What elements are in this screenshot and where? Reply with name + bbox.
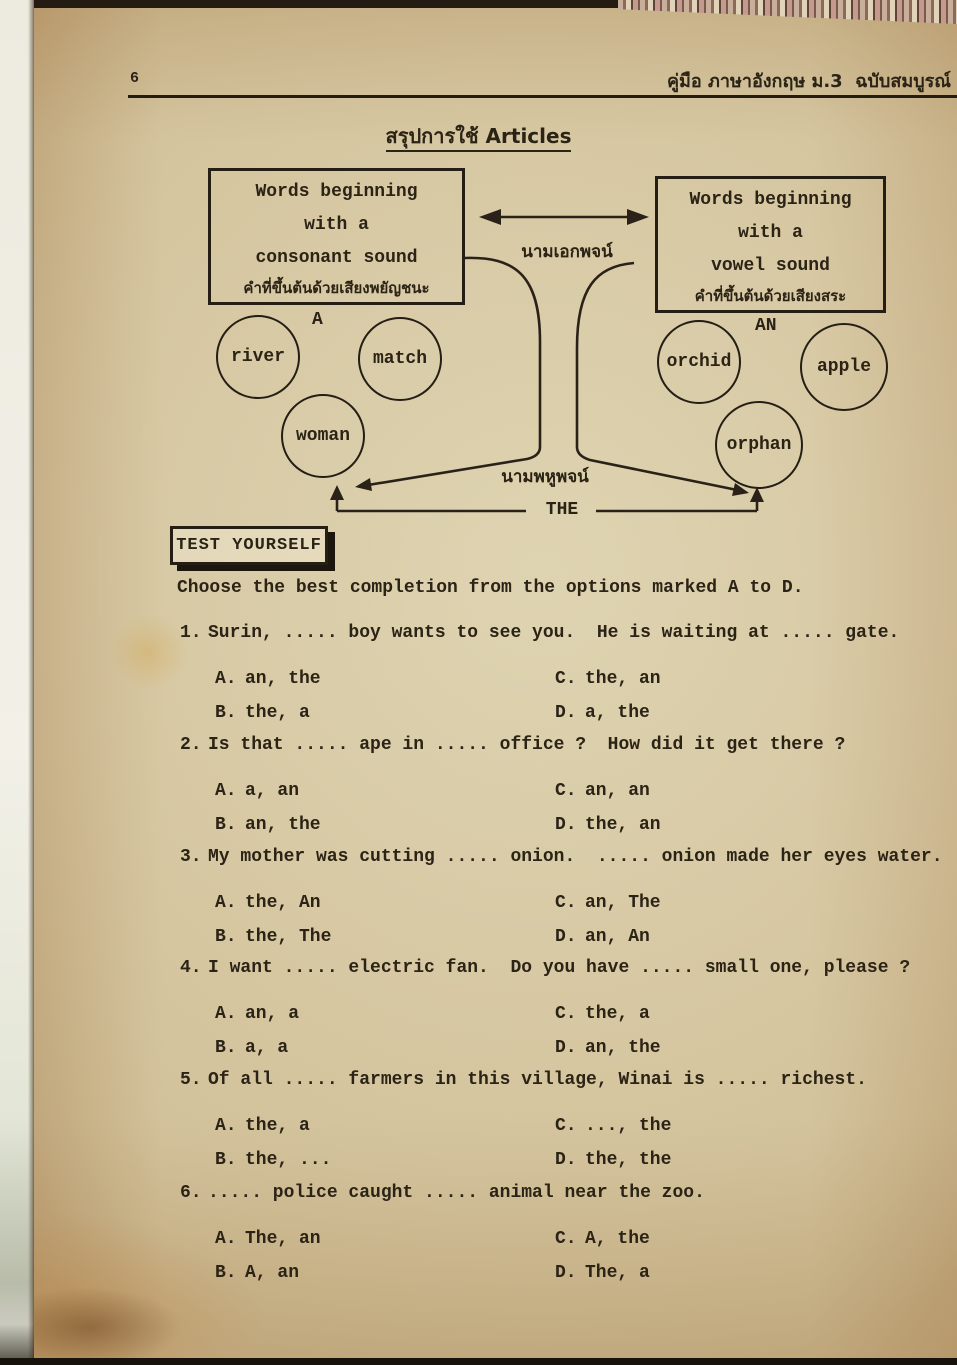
option-c bbox=[555, 780, 957, 802]
option-label: A. bbox=[215, 1229, 237, 1249]
option-label: C. bbox=[555, 1229, 577, 1249]
question-number: 1. bbox=[180, 623, 202, 643]
word-circle-orchid bbox=[657, 320, 741, 404]
option-a bbox=[215, 1228, 555, 1250]
option-label: D. bbox=[555, 927, 577, 947]
word-circle-river bbox=[216, 315, 300, 399]
header-book-title: คู่มือ ภาษาอังกฤษ ม.3 ฉบับสมบูรณ์ bbox=[667, 71, 951, 92]
option-b bbox=[215, 814, 555, 836]
option-label: B. bbox=[215, 703, 237, 723]
option-c bbox=[555, 668, 957, 690]
option-label: B. bbox=[215, 927, 237, 947]
book-spine-edge bbox=[0, 0, 34, 1365]
option-label: B. bbox=[215, 1038, 237, 1058]
question-number: 6. bbox=[180, 1183, 202, 1203]
option-value: the, an bbox=[585, 669, 661, 689]
option-value: the, An bbox=[245, 893, 321, 913]
option-d bbox=[555, 814, 957, 836]
plural-noun-label: นามพหูพจน์ bbox=[501, 467, 589, 487]
option-a bbox=[215, 668, 555, 690]
option-c bbox=[555, 1228, 957, 1250]
article-a-label: A bbox=[312, 310, 323, 330]
option-b bbox=[215, 926, 555, 948]
option-d bbox=[555, 702, 957, 724]
option-label: B. bbox=[215, 815, 237, 835]
option-value: the, the bbox=[585, 1150, 672, 1170]
option-label: C. bbox=[555, 1116, 577, 1136]
question-6 bbox=[180, 1182, 957, 1284]
word-woman: woman bbox=[295, 426, 350, 446]
question-text: Of all ..... farmers in this village, Winai is ..... richest. bbox=[208, 1070, 867, 1090]
word-orphan: orphan bbox=[726, 435, 792, 455]
singular-noun-label: นามเอกพจน์ bbox=[521, 242, 613, 262]
option-c bbox=[555, 892, 957, 914]
option-label: D. bbox=[555, 703, 577, 723]
option-d bbox=[555, 1149, 957, 1171]
option-label: D. bbox=[555, 815, 577, 835]
option-label: A. bbox=[215, 1116, 237, 1136]
vowel-box-line: Words beginning bbox=[689, 190, 852, 210]
option-value: a, a bbox=[245, 1038, 289, 1058]
option-a bbox=[215, 1003, 555, 1025]
option-value: an, the bbox=[245, 815, 321, 835]
option-value: A, an bbox=[245, 1263, 300, 1283]
question-number: 3. bbox=[180, 847, 202, 867]
option-a bbox=[215, 892, 555, 914]
option-value: the, a bbox=[245, 1116, 310, 1136]
question-5 bbox=[180, 1069, 957, 1171]
option-label: B. bbox=[215, 1263, 237, 1283]
option-value: the, a bbox=[245, 703, 310, 723]
option-c bbox=[555, 1115, 957, 1137]
word-circle-match bbox=[358, 317, 442, 401]
option-label: C. bbox=[555, 1004, 577, 1024]
consonant-box-line: Words beginning bbox=[255, 182, 418, 202]
option-value: an, The bbox=[585, 893, 661, 913]
option-value: an, a bbox=[245, 1004, 300, 1024]
option-a bbox=[215, 1115, 555, 1137]
option-value: A, the bbox=[585, 1229, 650, 1249]
question-text: ..... police caught ..... animal near the zoo. bbox=[208, 1183, 705, 1203]
option-d bbox=[555, 1262, 957, 1284]
option-value: an, the bbox=[245, 669, 321, 689]
consonant-box-thai-caption: คำที่ขึ้นต้นด้วยเสียงพยัญชนะ bbox=[243, 279, 430, 297]
article-the-label: THE bbox=[545, 500, 579, 520]
option-value: the, an bbox=[585, 815, 661, 835]
option-d bbox=[555, 1037, 957, 1059]
question-number: 4. bbox=[180, 958, 202, 978]
option-b bbox=[215, 1037, 555, 1059]
question-1 bbox=[180, 622, 957, 724]
page-title-text: สรุปการใช้ Articles bbox=[386, 124, 572, 152]
question-number: 2. bbox=[180, 735, 202, 755]
question-number: 5. bbox=[180, 1070, 202, 1090]
vowel-box-thai-caption: คำที่ขึ้นต้นด้วยเสียงสระ bbox=[694, 287, 847, 305]
vowel-box-line: with a bbox=[738, 223, 803, 243]
option-label: C. bbox=[555, 893, 577, 913]
option-label: B. bbox=[215, 1150, 237, 1170]
option-b bbox=[215, 1262, 555, 1284]
page-number: 6 bbox=[130, 70, 140, 87]
option-value: the, The bbox=[245, 927, 332, 947]
scan-bottom-edge bbox=[0, 1358, 957, 1365]
option-b bbox=[215, 702, 555, 724]
option-label: D. bbox=[555, 1038, 577, 1058]
option-c bbox=[555, 1003, 957, 1025]
option-value: the, ... bbox=[245, 1150, 332, 1170]
test-instruction: Choose the best completion from the options marked A to D. bbox=[177, 578, 804, 598]
option-label: A. bbox=[215, 893, 237, 913]
option-label: A. bbox=[215, 781, 237, 801]
option-value: the, a bbox=[585, 1004, 650, 1024]
question-4 bbox=[180, 957, 957, 1059]
question-text: Is that ..... ape in ..... office ? How did it get there ? bbox=[208, 735, 846, 755]
header-rule bbox=[128, 95, 957, 98]
word-apple: apple bbox=[816, 357, 871, 377]
option-value: The, an bbox=[245, 1229, 321, 1249]
option-value: a, the bbox=[585, 703, 650, 723]
option-value: an, the bbox=[585, 1038, 661, 1058]
option-label: C. bbox=[555, 669, 577, 689]
option-value: ..., the bbox=[585, 1116, 672, 1136]
word-circle-woman bbox=[281, 394, 365, 478]
option-d bbox=[555, 926, 957, 948]
word-circle-orphan bbox=[715, 401, 803, 489]
word-circle-apple bbox=[800, 323, 888, 411]
vowel-box-line: vowel sound bbox=[711, 256, 830, 276]
consonant-box-line: consonant sound bbox=[255, 248, 418, 268]
test-yourself-badge: TEST YOURSELF bbox=[170, 526, 328, 565]
word-orchid: orchid bbox=[666, 352, 732, 372]
option-value: The, a bbox=[585, 1263, 650, 1283]
question-text: I want ..... electric fan. Do you have ..... small one, please ? bbox=[208, 958, 911, 978]
question-text: My mother was cutting ..... onion. ..... onion made her eyes water. bbox=[208, 847, 943, 867]
option-label: C. bbox=[555, 781, 577, 801]
option-value: an, An bbox=[585, 927, 650, 947]
consonant-sound-box bbox=[208, 168, 465, 305]
consonant-box-line: with a bbox=[304, 215, 369, 235]
question-3 bbox=[180, 846, 957, 948]
vowel-sound-box bbox=[655, 176, 886, 313]
article-an-label: AN bbox=[755, 316, 777, 336]
option-a bbox=[215, 780, 555, 802]
page-title bbox=[0, 120, 957, 152]
option-value: a, an bbox=[245, 781, 300, 801]
option-value: an, an bbox=[585, 781, 650, 801]
option-label: A. bbox=[215, 1004, 237, 1024]
word-river: river bbox=[230, 347, 285, 367]
option-label: D. bbox=[555, 1263, 577, 1283]
option-label: D. bbox=[555, 1150, 577, 1170]
option-b bbox=[215, 1149, 555, 1171]
word-match: match bbox=[372, 349, 427, 369]
question-text: Surin, ..... boy wants to see you. He is waiting at ..... gate. bbox=[208, 623, 900, 643]
question-2 bbox=[180, 734, 957, 836]
option-label: A. bbox=[215, 669, 237, 689]
